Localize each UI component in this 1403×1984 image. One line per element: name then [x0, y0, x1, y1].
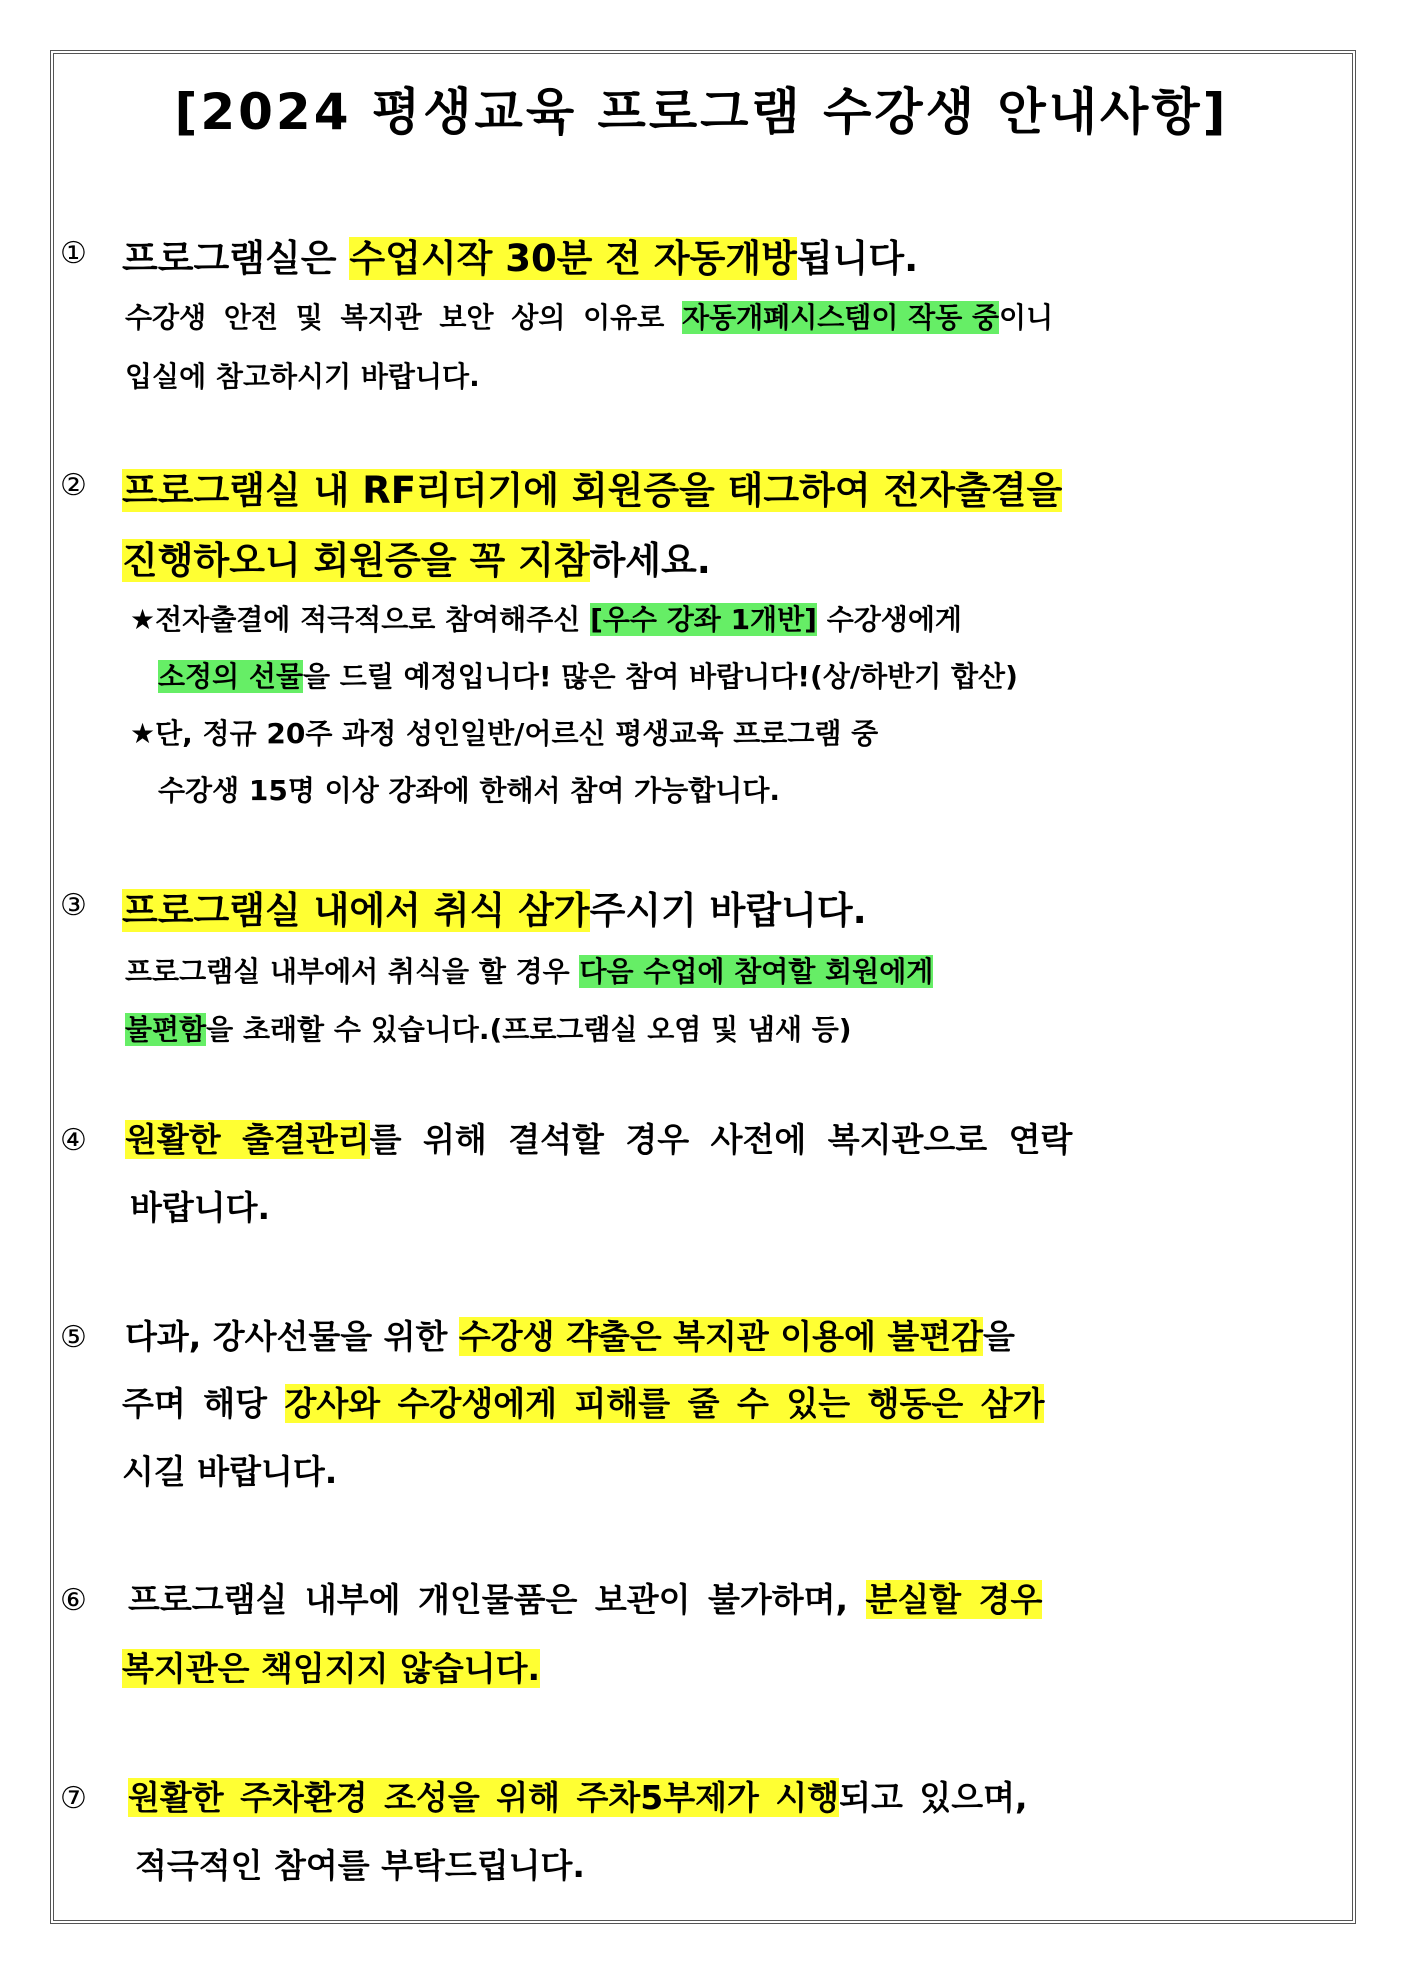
item-number: ③: [60, 888, 87, 923]
highlight-green: 다음 수업에 참여할 회원에게: [579, 955, 934, 988]
item-number: ①: [60, 236, 87, 271]
note-text: ★전자출결에 적극적으로 참여해주신: [130, 603, 591, 636]
heading-text: 를 위해 결석할 경우 사전에 복지관으로 연락: [369, 1120, 1073, 1159]
item-1-body-line-2: 입실에 참고하시기 바랍니다.: [125, 360, 480, 393]
body-text: 수강생 안전 및 복지관 보안 상의 이유로: [125, 301, 683, 334]
body-text: 되고 있으며,: [839, 1778, 1028, 1817]
highlight-yellow: 원활한 주차환경 조성을 위해 주차5부제가 시행: [128, 1778, 840, 1817]
page-title: [2024 평생교육 프로그램 수강생 안내사항]: [174, 83, 1229, 141]
highlight-green: 소정의 선물: [158, 660, 303, 693]
item-number: ②: [60, 468, 87, 503]
item-number: ④: [60, 1123, 87, 1158]
item-number: ⑦: [60, 1781, 87, 1816]
item-2-note-2: [158, 655, 1018, 695]
body-text: 을 초래할 수 있습니다.(프로그램실 오염 및 냄새 등): [206, 1013, 852, 1046]
item-7-line-2: 적극적인 참여를 부탁드립니다.: [135, 1846, 585, 1885]
item-5-line-1: [125, 1311, 1015, 1358]
item-5-line-2: [122, 1378, 1044, 1425]
item-2-note-1: [130, 598, 962, 638]
highlight-yellow: 강사와 수강생에게 피해를 줄 수 있는 행동은 삼가: [284, 1384, 1045, 1423]
item-3-body-line-1: [125, 950, 933, 990]
highlight-yellow: 분실할 경우: [865, 1580, 1043, 1619]
highlight-green: 자동개폐시스템이 작동 중: [682, 301, 1000, 334]
body-text: 다과, 강사선물을 위한: [125, 1317, 459, 1356]
heading-text: 하세요.: [589, 539, 711, 582]
note-text: 을 드릴 예정입니다! 많은 참여 바랍니다!(상/하반기 합산): [303, 660, 1018, 693]
item-6-line-2: [122, 1643, 540, 1690]
highlight-green: 불편함: [125, 1013, 207, 1046]
item-2-heading-line-1: [122, 460, 1062, 514]
body-text: 프로그램실 내부에서 취식을 할 경우: [125, 955, 580, 988]
heading-text: 됩니다.: [796, 237, 919, 280]
highlight-yellow: 수업시작 30분 전 자동개방: [349, 237, 797, 280]
note-text: 수강생에게: [816, 603, 962, 636]
highlight-yellow: 수강생 갹출은 복지관 이용에 불편감: [458, 1317, 984, 1356]
highlight-yellow: 복지관은 책임지지 않습니다.: [122, 1649, 541, 1688]
item-2-heading-line-2: [122, 530, 711, 584]
item-6-line-1: [128, 1574, 1042, 1621]
item-number: ⑥: [60, 1583, 87, 1618]
item-3-heading: [122, 880, 867, 934]
body-text: 프로그램실 내부에 개인물품은 보관이 불가하며,: [128, 1580, 866, 1619]
highlight-yellow: 프로그램실 내 RF리더기에 회원증을 태그하여 전자출결을: [122, 469, 1063, 512]
item-4-heading-line-2: 바랍니다.: [130, 1188, 271, 1227]
item-5-line-3: 시길 바랍니다.: [122, 1452, 338, 1491]
item-1-heading: [122, 228, 918, 282]
item-7-line-1: [128, 1772, 1028, 1819]
item-3-body-line-2: [125, 1008, 852, 1048]
highlight-yellow: 원활한 출결관리: [125, 1120, 370, 1159]
item-4-heading-line-1: [125, 1114, 1347, 1161]
heading-text: 주시기 바랍니다.: [589, 889, 867, 932]
highlight-green: [우수 강좌 1개반]: [590, 603, 817, 636]
body-text: 을: [983, 1317, 1015, 1356]
item-2-note-4: 수강생 15명 이상 강좌에 한해서 참여 가능합니다.: [158, 774, 781, 807]
highlight-yellow: 프로그램실 내에서 취식 삼가: [122, 889, 590, 932]
body-text: 이니: [999, 301, 1054, 334]
body-text: 주며 해당: [122, 1384, 285, 1423]
item-number: ⑤: [60, 1320, 87, 1355]
heading-text: 프로그램실은: [122, 237, 350, 280]
highlight-yellow: 진행하오니 회원증을 꼭 지참: [122, 539, 590, 582]
item-2-note-3: ★단, 정규 20주 과정 성인일반/어르신 평생교육 프로그램 중: [130, 717, 879, 750]
item-1-body-line-1: [125, 296, 1347, 336]
